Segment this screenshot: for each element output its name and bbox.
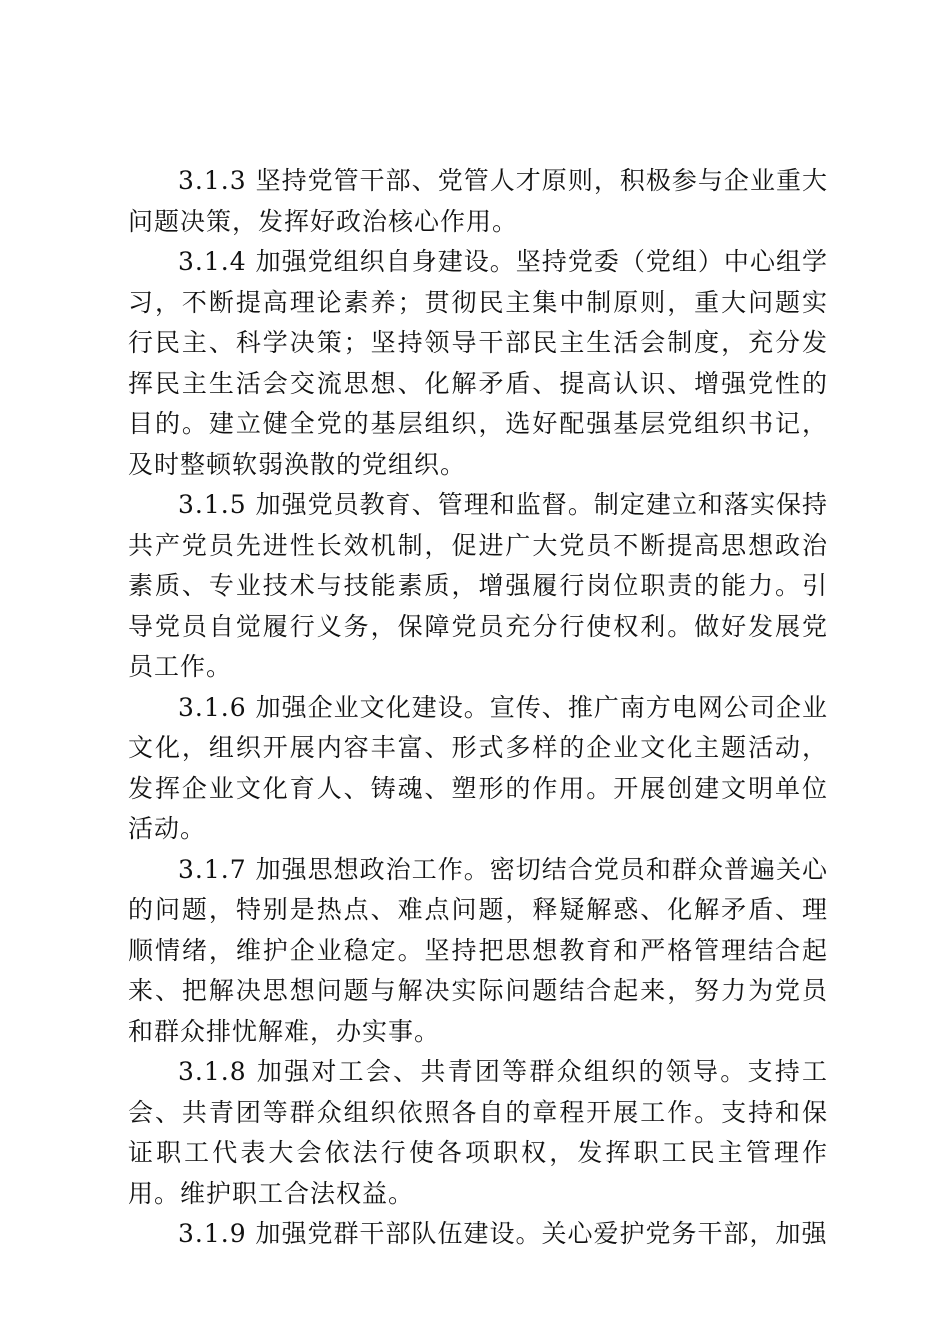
paragraph-3-1-7: 3.1.7 加强思想政治工作。密切结合党员和群众普遍关心的问题，特别是热点、难点问题，释疑解惑、化解矛盾、理顺情绪，维护企业稳定。坚持把思想教育和严格管理结合起来、把解决思想问题与解决实际问题结合起来，努力为党员和群众排忧解难，办实事。 — [128, 854, 828, 1046]
paragraph-3-1-9: 3.1.9 加强党群干部队伍建设。关心爱护党务干部，加强 — [178, 1219, 828, 1248]
paragraph-3-1-8: 3.1.8 加强对工会、共青团等群众组织的领导。支持工会、共青团等群众组织依照各自的章程开展工作。支持和保证职工代表大会依法行使各项职权，发挥职工民主管理作用。维护职工合法权益。 — [128, 1057, 828, 1208]
paragraph-3-1-3: 3.1.3 坚持党管干部、党管人才原则，积极参与企业重大问题决策，发挥好政治核心作用。 — [128, 166, 828, 236]
paragraph-3-1-6: 3.1.6 加强企业文化建设。宣传、推广南方电网公司企业文化，组织开展内容丰富、形式多样的企业文化主题活动，发挥企业文化育人、铸魂、塑形的作用。开展创建文明单位活动。 — [128, 692, 828, 843]
document-body — [128, 161, 828, 1255]
paragraph-3-1-4: 3.1.4 加强党组织自身建设。坚持党委（党组）中心组学习，不断提高理论素养；贯彻民主集中制原则，重大问题实行民主、科学决策；坚持领导干部民主生活会制度，充分发挥民主生活会交流思想、化解矛盾、提高认识、增强党性的目的。建立健全党的基层组织，选好配强基层党组织书记，及时整顿软弱涣散的党组织。 — [128, 247, 828, 479]
paragraph-3-1-5: 3.1.5 加强党员教育、管理和监督。制定建立和落实保持共产党员先进性长效机制，促进广大党员不断提高思想政治素质、专业技术与技能素质，增强履行岗位职责的能力。引导党员自觉履行义务，保障党员充分行使权利。做好发展党员工作。 — [128, 490, 828, 681]
